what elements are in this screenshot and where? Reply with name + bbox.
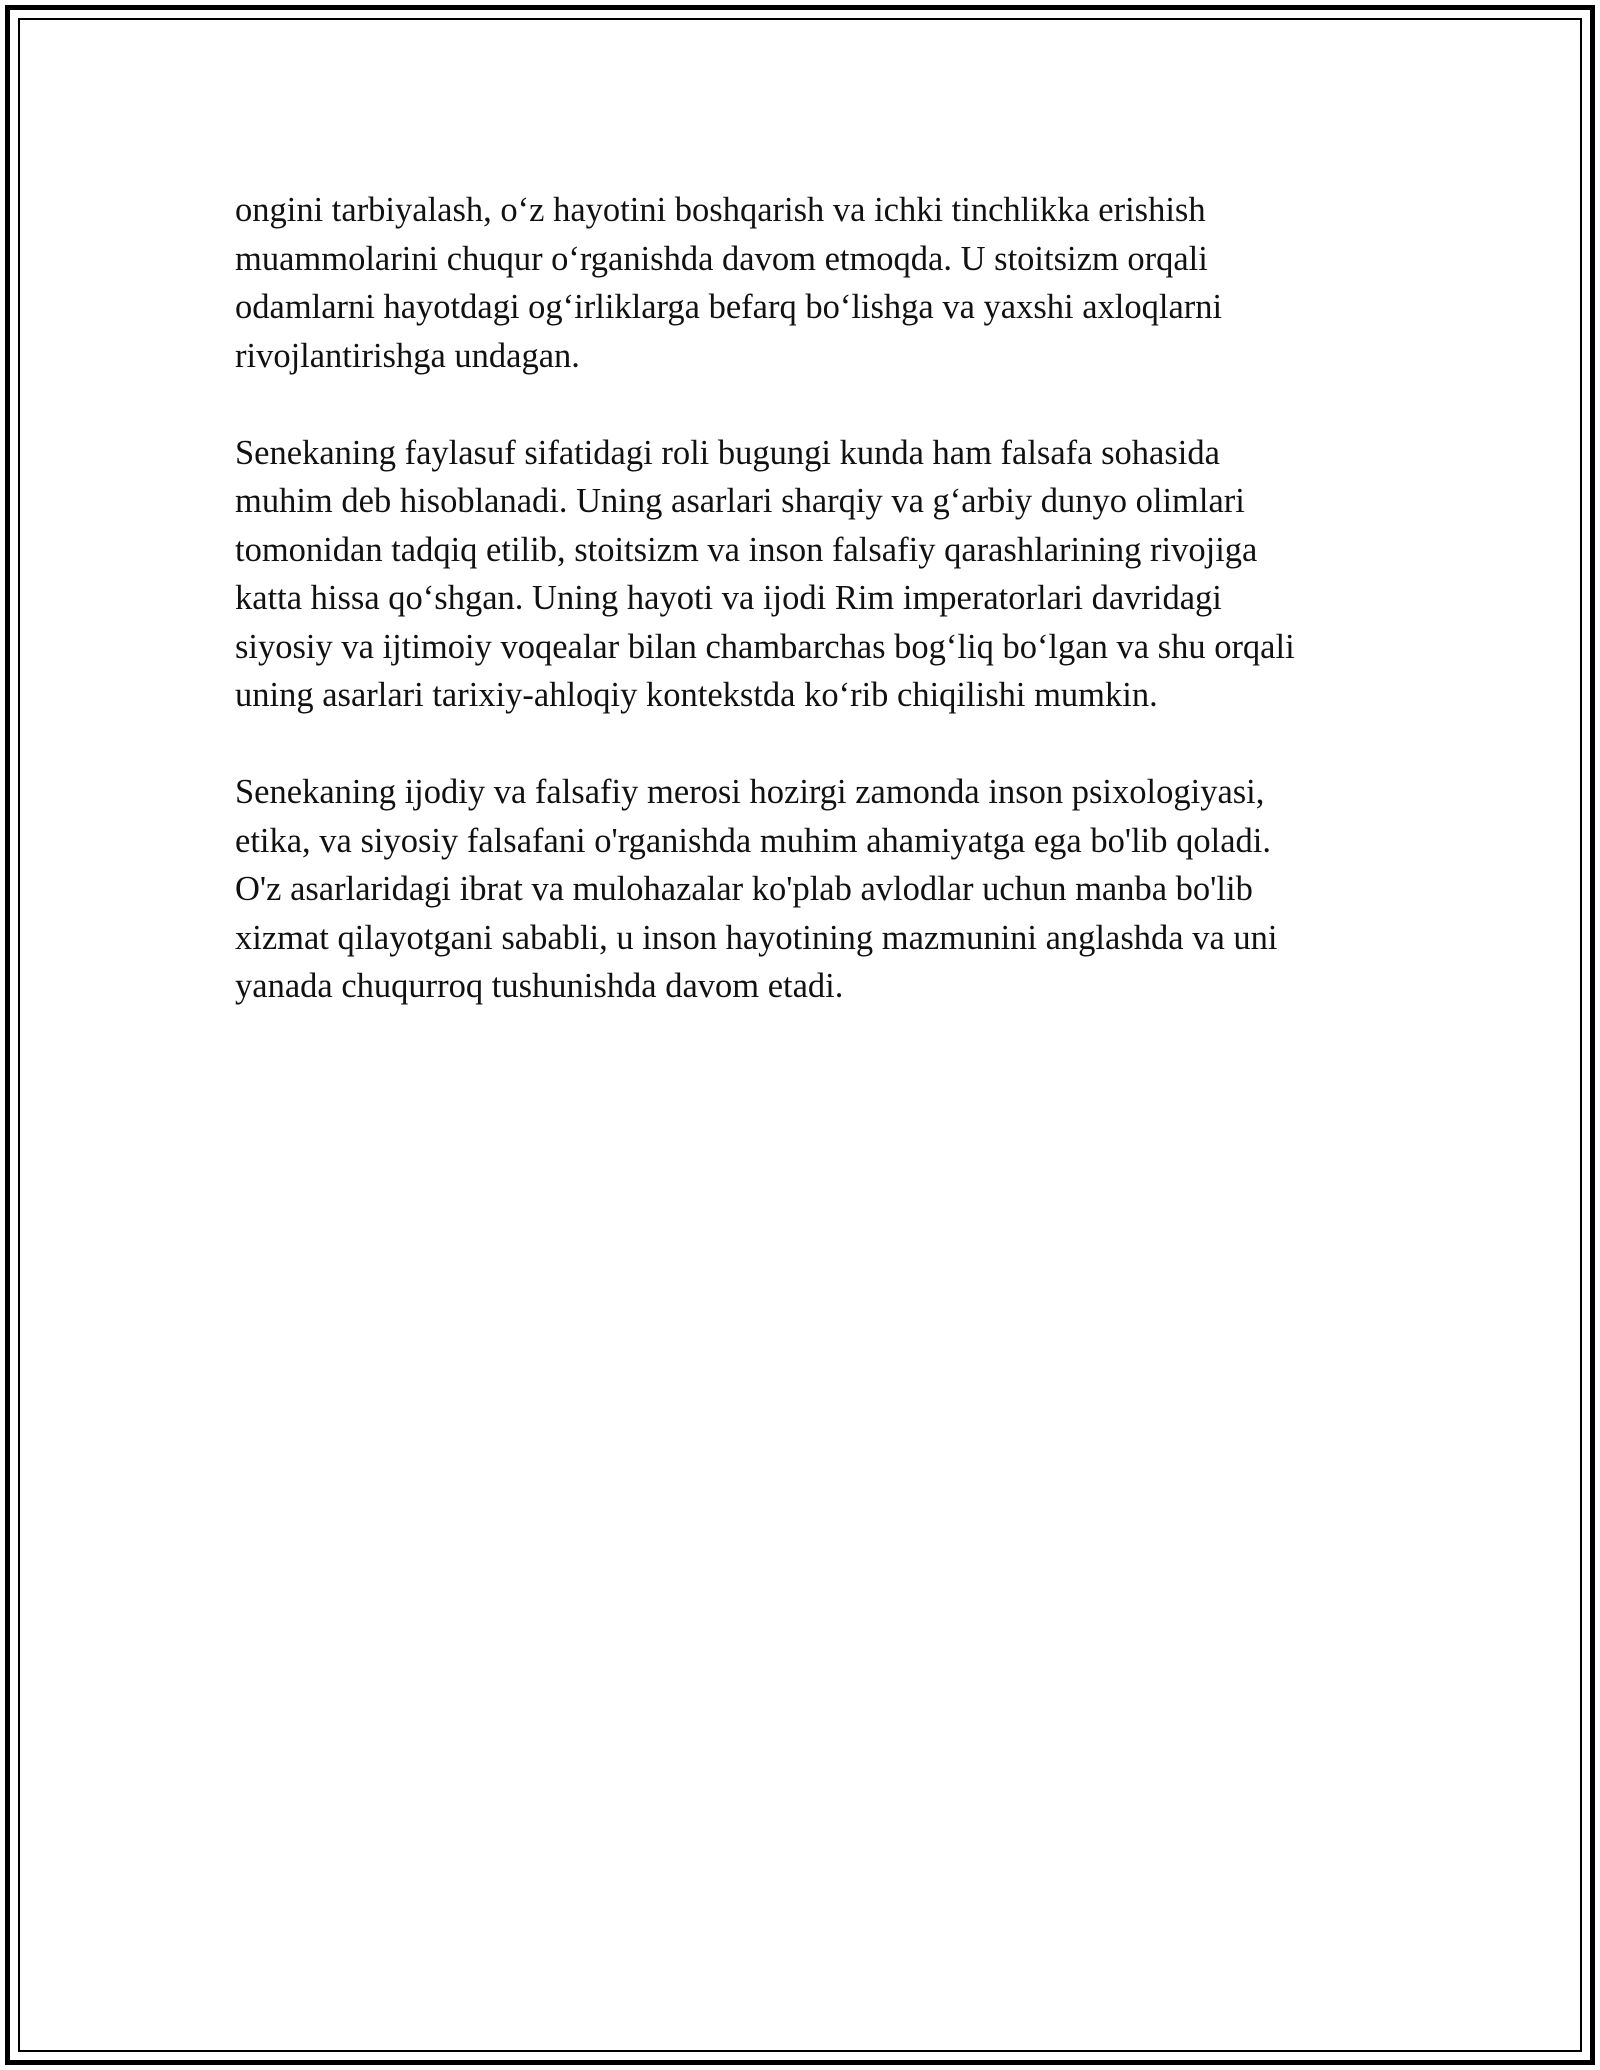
paragraph-line: rivojlantirishga undagan. [235,336,580,375]
paragraph-2 [235,429,1385,720]
paragraph-line: odamlarni hayotdagi og‘irliklarga befarq bo‘lishga va yaxshi axloqlarni [235,288,1223,326]
paragraph-3 [235,768,1385,1011]
paragraph-line: siyosiy va ijtimoiy voqealar bilan chambarchas bog‘liq bo‘lgan va shu orqali [235,627,1295,666]
paragraph-line: Senekaning faylasuf sifatidagi roli bugungi kunda ham falsafa sohasida [235,433,1220,472]
paragraph-line: muhim deb hisoblanadi. Uning asarlari sharqiy va g‘arbiy dunyo olimlari [235,482,1245,520]
paragraph-line: katta hissa qo‘shgan. Uning hayoti va ijodi Rim imperatorlari davridagi [235,579,1222,617]
paragraph-line: O'z asarlaridagi ibrat va mulohazalar ko'plab avlodlar uchun manba bo'lib [235,870,1253,908]
paragraph-line: etika, va siyosiy falsafani o'rganishda muhim ahamiyatga ega bo'lib qoladi. [235,821,1271,860]
paragraph-line: uning asarlari tarixiy-ahloqiy kontekstda ko‘rib chiqilishi mumkin. [235,676,1158,714]
paragraph-line: xizmat qilayotgani sababli, u inson hayotining mazmunini anglashda va uni [235,918,1278,957]
document-body [235,186,1385,1059]
paragraph-line: yanada chuqurroq tushunishda davom etadi. [235,967,844,1005]
paragraph-line: tomonidan tadqiq etilib, stoitsizm va inson falsafiy qarashlarining rivojiga [235,530,1258,569]
paragraph-line: muammolarini chuqur o‘rganishda davom etmoqda. U stoitsizm orqali [235,239,1208,278]
paragraph-1 [235,186,1385,380]
paragraph-line: ongini tarbiyalash, o‘z hayotini boshqarish va ichki tinchlikka erishish [235,191,1206,229]
paragraph-line: Senekaning ijodiy va falsafiy merosi hozirgi zamonda inson psixologiyasi, [235,773,1265,811]
